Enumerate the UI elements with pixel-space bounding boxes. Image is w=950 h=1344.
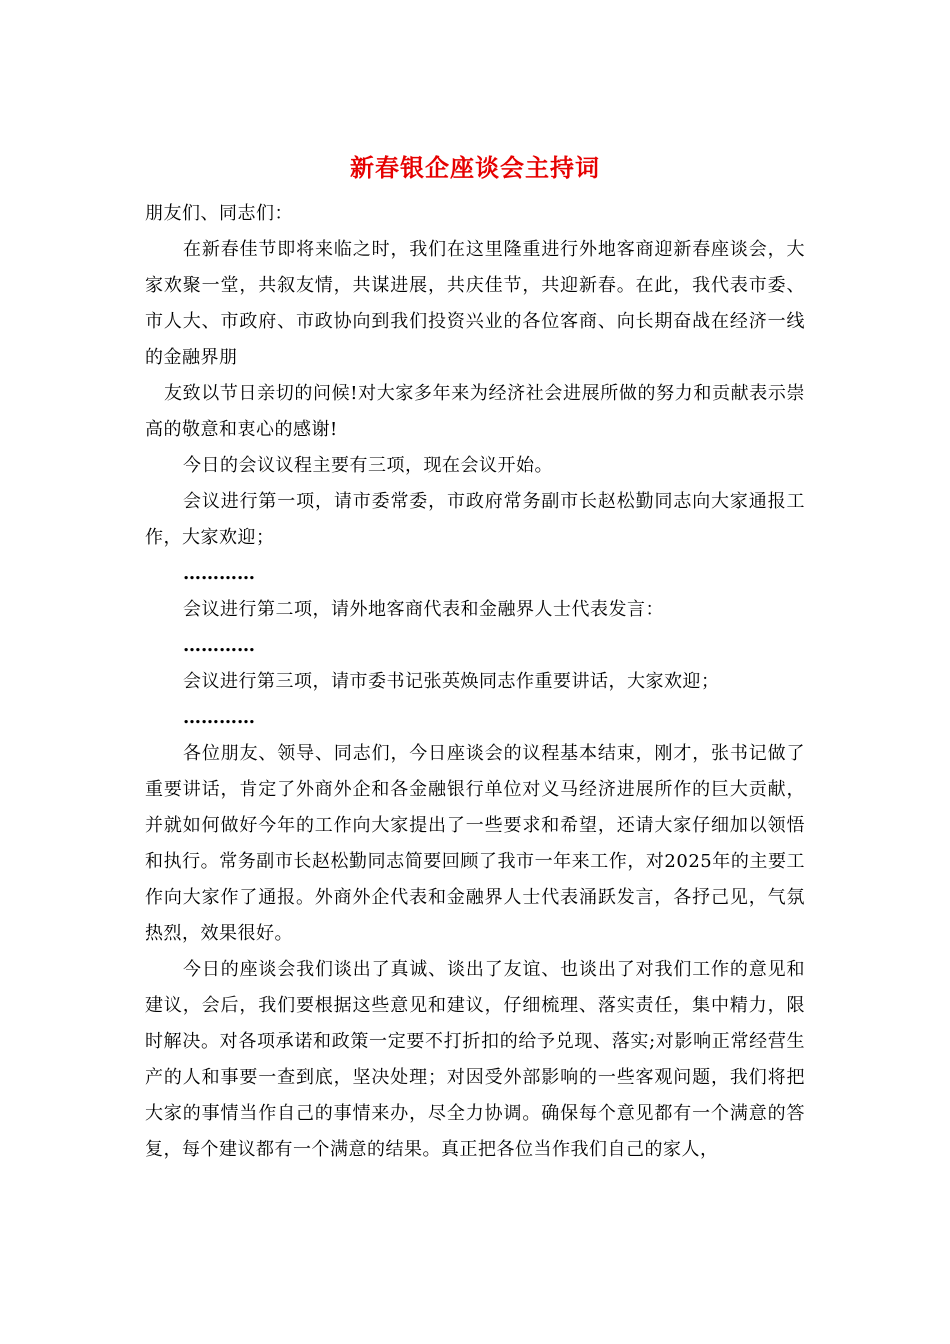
paragraph-agenda-intro: 今日的会议议程主要有三项，现在会议开始。: [183, 455, 553, 476]
paragraph-agenda-item-2: 会议进行第二项，请外地客商代表和金融界人士代表发言：: [183, 599, 664, 620]
paragraph-agenda-item-3: 会议进行第三项，请市委书记张英焕同志作重要讲话，大家欢迎；: [183, 671, 720, 692]
paragraph-summary: 各位朋友、领导、同志们，今日座谈会的议程基本结束，刚才，张书记做了重要讲话，肯定了外商外企和各金融银行单位对义马经济进展所作的巨大贡献，并就如何做好今年的工作向大家提出了一些要求和希望，还请大家仔细加以领悟和执行。常务副市长赵松勤同志简要回顾了我市一年来工作，对2025年的主要工作向大家作了通报。外商外企代表和金融界人士代表涌跃发言，各抒己见，气氛热烈，效果很好。: [145, 743, 805, 944]
document-title: 新春银企座谈会主持词: [350, 153, 600, 182]
salutation: 朋友们、同志们：: [145, 203, 293, 224]
paragraph-agenda-item-1: 会议进行第一项，请市委常委，市政府常务副市长赵松勤同志向大家通报工作，大家欢迎；: [145, 491, 805, 548]
paragraph-greeting: 友致以节日亲切的问候!对大家多年来为经济社会进展所做的努力和贡献表示崇高的敬意和衷心的感谢!: [145, 383, 805, 440]
ellipsis-3: …………: [183, 707, 255, 728]
paragraph-closing: 今日的座谈会我们谈出了真诚、谈出了友谊、也谈出了对我们工作的意见和建议，会后，我们要根据这些意见和建议，仔细梳理、落实责任，集中精力，限时解决。对各项承诺和政策一定要不打折扣的给予兑现、落实;对影响正常经营生产的人和事要一查到底，坚决处理；对因受外部影响的一些客观问题，我们将把大家的事情当作自己的事情来办，尽全力协调。确保每个意见都有一个满意的答复，每个建议都有一个满意的结果。真正把各位当作我们自己的家人，: [145, 959, 805, 1160]
paragraph-opening: 在新春佳节即将来临之时，我们在这里隆重进行外地客商迎新春座谈会，大家欢聚一堂，共叙友情，共谋进展，共庆佳节，共迎新春。在此，我代表市委、市人大、市政府、市政协向到我们投资兴业的各位客商、向长期奋战在经济一线的金融界朋: [145, 239, 805, 368]
ellipsis-1: …………: [183, 563, 255, 584]
ellipsis-2: …………: [183, 635, 255, 656]
document-body: [145, 196, 805, 1168]
